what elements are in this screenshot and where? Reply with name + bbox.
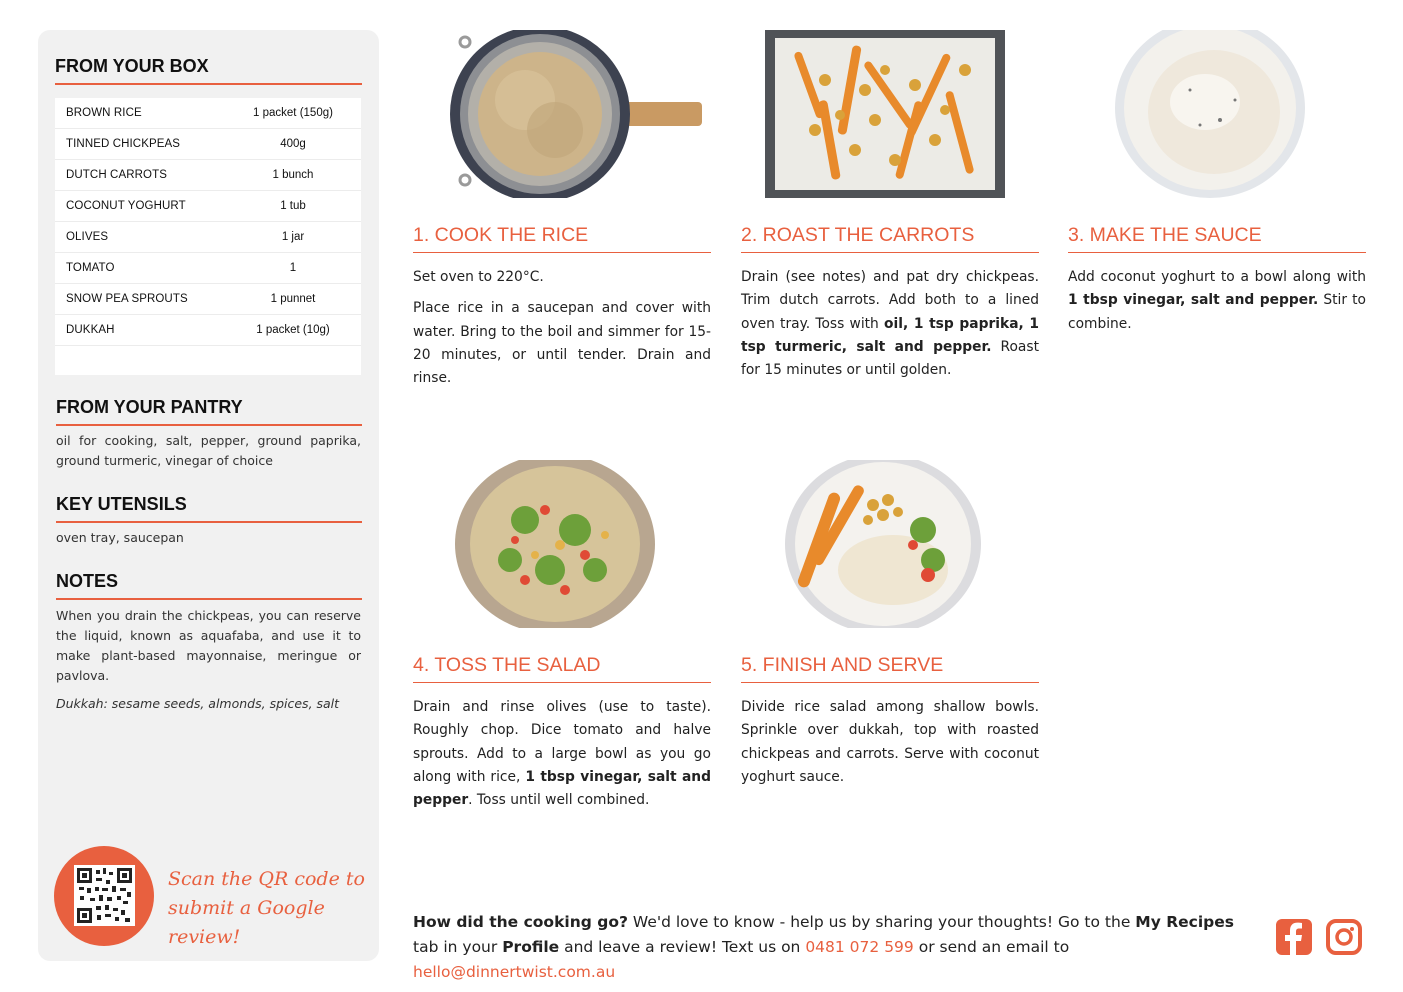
finished-dish-photo: [783, 460, 983, 628]
step-5-title: 5. FINISH AND SERVE: [741, 654, 1039, 683]
table-row: [55, 160, 361, 191]
notes-text: When you drain the chickpeas, you can reserve the liquid, known as aquafaba, and use it to make plant-based mayonnaise, meringue or pavlova.: [56, 608, 361, 683]
footer-text-3: and leave a review! Text us on: [559, 938, 806, 956]
step-3-bold: 1 tbsp vinegar, salt and pepper.: [1068, 292, 1319, 309]
step-1-text-2: Place rice in a saucepan and cover with water. Bring to the boil and simmer for 15-20 minutes, or until tender. Drain and rinse.: [413, 300, 711, 387]
ingredient-name: COCONUT YOGHURT: [66, 200, 186, 212]
table-row: [55, 129, 361, 160]
step-4-title: 4. TOSS THE SALAD: [413, 654, 711, 683]
ingredient-name: SNOW PEA SPROUTS: [66, 293, 188, 305]
review-footer: [413, 910, 1263, 985]
qr-review-text: [168, 865, 368, 952]
phone-link[interactable]: 0481 072 599: [805, 938, 914, 956]
ingredient-name: TOMATO: [66, 262, 115, 274]
ingredient-name: TINNED CHICKPEAS: [66, 138, 181, 150]
dukkah-note: Dukkah: sesame seeds, almonds, spices, salt: [56, 696, 340, 711]
ingredient-qty: 1 punnet: [270, 293, 316, 305]
qr-text-line1: Scan the QR code to: [168, 868, 365, 890]
table-row: [55, 222, 361, 253]
ingredient-qty: 400g: [280, 138, 306, 150]
ingredient-name: DUKKAH: [66, 324, 115, 336]
ingredients-sidebar: [38, 30, 379, 961]
ingredients-table: [55, 98, 361, 375]
step-5-text: Divide rice salad among shallow bowls. Sprinkle over dukkah, top with roasted chickpeas and carrots. Serve with coconut yoghurt sauce.: [741, 699, 1039, 785]
step-4-body: [413, 696, 711, 820]
step-3-text-1: Add coconut yoghurt to a bowl along with: [1068, 269, 1366, 285]
qr-text-line2: submit a Google review!: [168, 897, 325, 948]
step-3-text-2: Stir to combine.: [1068, 292, 1366, 332]
footer-text-2: tab in your: [413, 938, 503, 956]
footer-profile: Profile: [502, 938, 560, 956]
table-row: [55, 315, 361, 346]
ingredient-name: DUTCH CARROTS: [66, 169, 167, 181]
footer-my-recipes: My Recipes: [1135, 913, 1234, 931]
instagram-icon[interactable]: [1326, 919, 1362, 955]
step-1-title: 1. COOK THE RICE: [413, 224, 711, 253]
footer-text-4: or send an email to: [913, 938, 1070, 956]
key-utensils-heading: KEY UTENSILS: [56, 494, 362, 523]
roasted-carrots-photo: [765, 30, 1005, 198]
notes-heading: NOTES: [56, 571, 362, 600]
email-link[interactable]: hello@dinnertwist.com.au: [413, 963, 616, 981]
step-4-bold: 1 tbsp vinegar, salt and pepper: [413, 768, 711, 809]
from-your-pantry-heading: FROM YOUR PANTRY: [56, 397, 362, 426]
ingredient-name: BROWN RICE: [66, 107, 142, 119]
yoghurt-sauce-photo: [1110, 30, 1310, 198]
table-row: [55, 284, 361, 315]
ingredient-qty: 1 packet (150g): [253, 107, 333, 119]
ingredient-name: OLIVES: [66, 231, 109, 243]
salad-bowl-photo: [455, 460, 655, 628]
step-2-text-1: Drain (see notes) and pat dry chickpeas. Trim dutch carrots. Add both to a lined oven tray. Toss with: [741, 269, 1039, 332]
ingredient-qty: 1 tub: [280, 200, 306, 212]
ingredient-qty: 1 packet (10g): [256, 324, 330, 336]
step-4-text-2: . Toss until well combined.: [468, 792, 650, 809]
footer-question: How did the cooking go?: [413, 913, 628, 931]
step-2-title: 2. ROAST THE CARROTS: [741, 224, 1039, 253]
qr-code-icon[interactable]: [74, 865, 135, 926]
footer-text-1: We'd love to know - help us by sharing your thoughts! Go to the: [627, 913, 1136, 931]
ingredient-qty: 1 jar: [281, 231, 305, 243]
step-3-body: [1068, 266, 1366, 344]
step-2-bold: oil, 1 tsp paprika, 1 tsp turmeric, salt and pepper.: [741, 315, 1039, 355]
ingredient-qty: 1 bunch: [272, 169, 314, 181]
step-2-body: [741, 266, 1039, 390]
step-2-text-2: Roast for 15 minutes or until golden.: [741, 338, 1039, 379]
step-1-body: [413, 266, 711, 398]
step-1-text-1: Set oven to 220°C.: [413, 269, 544, 285]
table-row: [55, 98, 361, 129]
table-row: [55, 191, 361, 222]
utensils-text: oven tray, saucepan: [56, 530, 184, 545]
rice-strainer-photo: [440, 30, 705, 198]
step-3-title: 3. MAKE THE SAUCE: [1068, 224, 1366, 253]
pantry-text: oil for cooking, salt, pepper, ground paprika, ground turmeric, vinegar of choice: [56, 433, 361, 468]
table-row: [55, 253, 361, 284]
ingredient-qty: 1: [289, 262, 297, 274]
qr-badge: [54, 846, 154, 946]
facebook-icon[interactable]: [1276, 919, 1312, 955]
step-4-text-1: Drain and rinse olives (use to taste). Roughly chop. Dice tomato and halve sprouts. Add to a large bowl as you go along with rice,: [413, 699, 711, 785]
from-your-box-heading: FROM YOUR BOX: [55, 56, 362, 85]
step-5-body: [741, 696, 1039, 797]
